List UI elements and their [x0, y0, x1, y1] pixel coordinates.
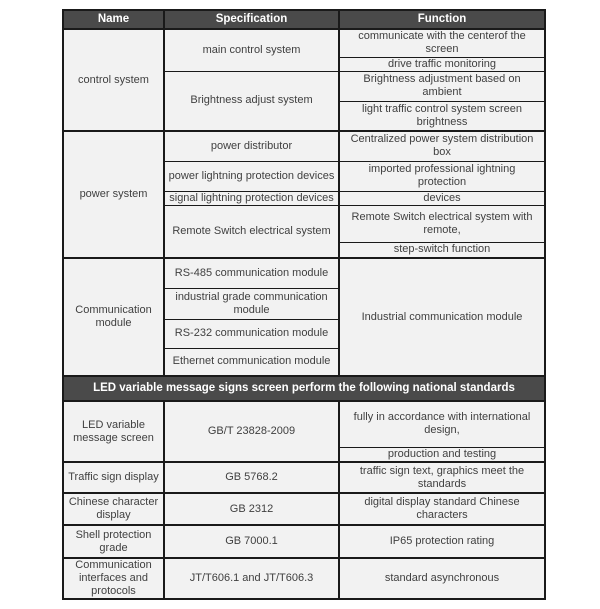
table-row — [63, 401, 545, 447]
function-cell: step-switch function — [339, 242, 545, 258]
name-cell-shell-protection-grade: Shell protection grade — [63, 525, 164, 558]
spec-table — [62, 9, 546, 600]
spec-cell: Remote Switch electrical system — [164, 205, 339, 258]
spec-cell: Brightness adjust system — [164, 71, 339, 131]
function-cell: devices — [339, 191, 545, 205]
spec-cell: GB 5768.2 — [164, 462, 339, 493]
function-cell: Brightness adjustment based on ambient — [339, 71, 545, 101]
table-header-row — [63, 10, 545, 29]
function-cell: Industrial communication module — [339, 258, 545, 376]
function-cell: production and testing — [339, 447, 545, 462]
spec-cell: RS-232 communication module — [164, 319, 339, 348]
spec-cell: main control system — [164, 29, 339, 71]
spec-cell: GB 2312 — [164, 493, 339, 525]
name-cell-chinese-character-display: Chinese character display — [63, 493, 164, 525]
header-specification: Specification — [164, 10, 339, 29]
spec-cell: Ethernet communication module — [164, 348, 339, 376]
function-cell: Remote Switch electrical system with remote, — [339, 205, 545, 242]
name-cell-led-screen: LED variable message screen — [63, 401, 164, 462]
name-cell-power-system: power system — [63, 131, 164, 258]
name-cell-traffic-sign-display: Traffic sign display — [63, 462, 164, 493]
function-cell: digital display standard Chinese characters — [339, 493, 545, 525]
name-cell-communication-module: Communication module — [63, 258, 164, 376]
spec-cell: industrial grade communication module — [164, 288, 339, 319]
banner-row — [63, 376, 545, 401]
name-cell-control-system: control system — [63, 29, 164, 131]
spec-cell: GB/T 23828-2009 — [164, 401, 339, 462]
function-cell: fully in accordance with international design, — [339, 401, 545, 447]
function-cell: Centralized power system distribution box — [339, 131, 545, 161]
spec-cell: power distributor — [164, 131, 339, 161]
function-cell: imported professional ightning protection — [339, 161, 545, 191]
spec-cell: RS-485 communication module — [164, 258, 339, 288]
spec-cell: power lightning protection devices — [164, 161, 339, 191]
name-cell-communication-interfaces: Communication interfaces and protocols — [63, 558, 164, 599]
table-row — [63, 462, 545, 493]
spec-cell: GB 7000.1 — [164, 525, 339, 558]
spec-cell: JT/T606.1 and JT/T606.3 — [164, 558, 339, 599]
table-row — [63, 131, 545, 161]
function-cell: light traffic control system screen brightness — [339, 101, 545, 131]
header-function: Function — [339, 10, 545, 29]
function-cell: IP65 protection rating — [339, 525, 545, 558]
function-cell: drive traffic monitoring — [339, 57, 545, 71]
table-row — [63, 258, 545, 288]
spec-cell: signal lightning protection devices — [164, 191, 339, 205]
table-row — [63, 29, 545, 57]
table-row — [63, 558, 545, 599]
banner-cell: LED variable message signs screen perform the following national standards — [63, 376, 545, 401]
function-cell: standard asynchronous — [339, 558, 545, 599]
function-cell: communicate with the centerof the screen — [339, 29, 545, 57]
table-row — [63, 493, 545, 525]
header-name: Name — [63, 10, 164, 29]
function-cell: traffic sign text, graphics meet the standards — [339, 462, 545, 493]
table-row — [63, 525, 545, 558]
